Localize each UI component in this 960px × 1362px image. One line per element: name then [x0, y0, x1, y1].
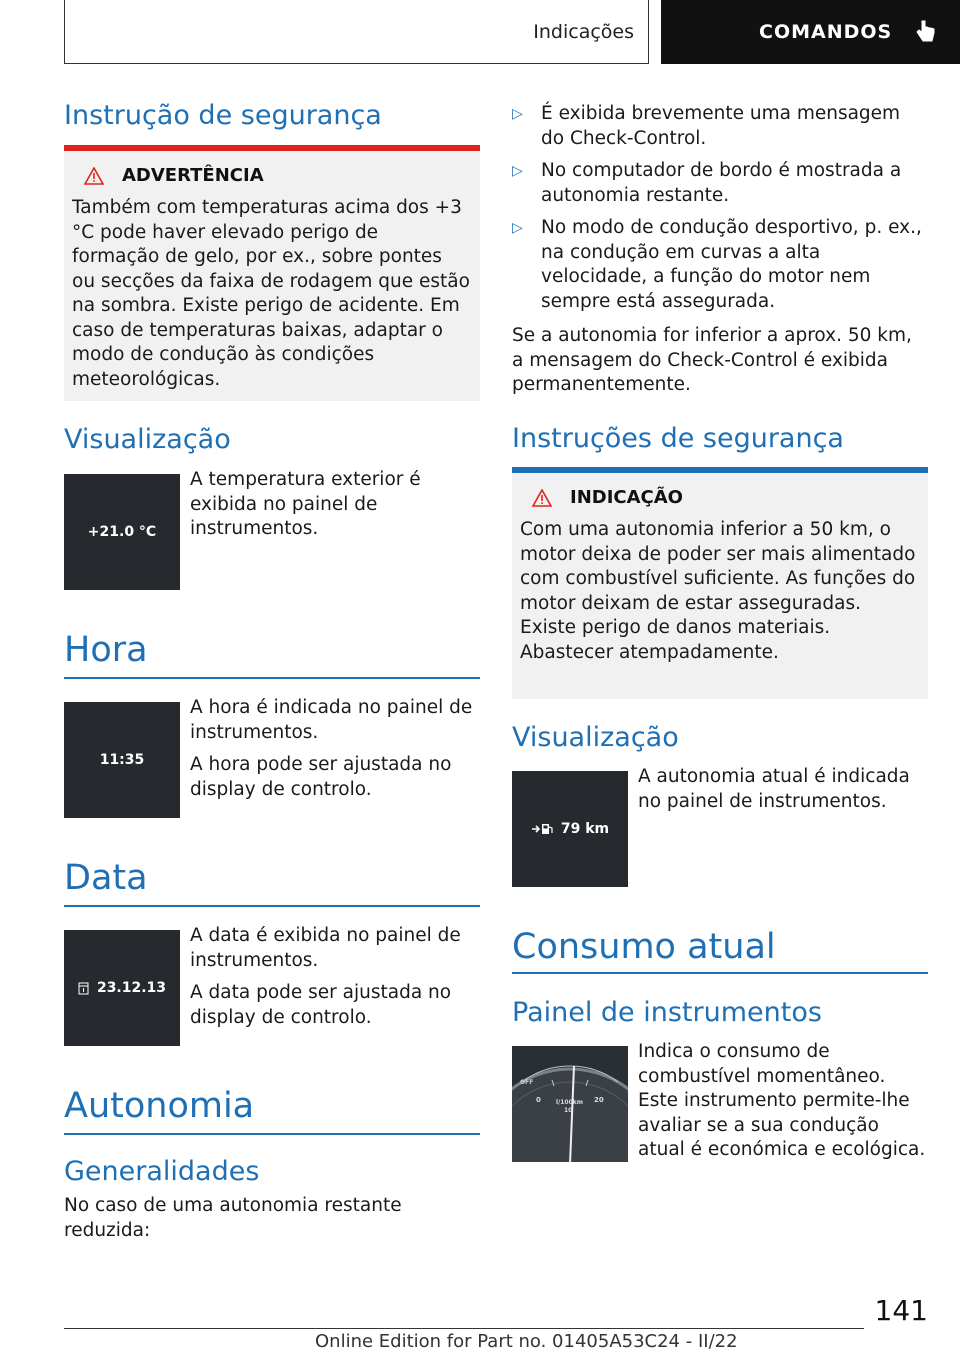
data-rule	[64, 905, 480, 907]
clock-value: 11:35	[99, 752, 145, 768]
header-chapter-label: COMANDOS	[759, 21, 893, 43]
warning-callout	[64, 145, 480, 401]
autonomia-heading: Autonomia	[64, 1086, 255, 1126]
hora-text-1: A hora é indicada no painel de instrumentos.	[190, 697, 473, 743]
hora-heading: Hora	[64, 630, 148, 670]
header-section-tab	[64, 0, 649, 64]
list-item: ▷ É exibida brevemente uma mensagem do Check-Control.	[512, 103, 901, 149]
gauge-tick-label: 0	[536, 1096, 541, 1104]
panel-text: Indica o consumo de combustível momentâneo. Este instrumento permite-lhe avaliar se a sua condução atual é económica e ecológica.	[638, 1041, 926, 1160]
bullet-list	[512, 102, 928, 322]
warning-label: ADVERTÊNCIA	[122, 165, 264, 186]
gauge-tick-label: 10	[564, 1107, 573, 1114]
fuel-pump-icon	[531, 823, 553, 835]
panel-heading: Painel de instrumentos	[512, 997, 822, 1028]
consumo-heading: Consumo atual	[512, 927, 776, 967]
hora-text-2: A hora pode ser ajustada no display de controlo.	[190, 754, 452, 800]
consumption-gauge	[512, 1046, 628, 1162]
range-text: Se a autonomia for inferior a aprox. 50 km, a mensagem do Check-Control é exibida permanentemente.	[512, 325, 912, 395]
header-section-label: Indicações	[533, 20, 634, 43]
safety-heading: Instrução de segurança	[64, 100, 382, 131]
autonomia-rule	[64, 1133, 480, 1135]
range-value: 79 km	[560, 821, 610, 837]
temperature-value: +21.0 °C	[87, 524, 157, 540]
data-text-2: A data pode ser ajustada no display de controlo.	[190, 982, 452, 1028]
notice-bar	[512, 467, 928, 473]
date-value: 23.12.13	[96, 980, 167, 996]
notice-header	[532, 487, 918, 508]
display-heading-right: Visualização	[512, 722, 679, 753]
calendar-icon	[78, 982, 89, 995]
general-heading: Generalidades	[64, 1156, 260, 1187]
consumption-gauge-image	[512, 1046, 628, 1162]
header-chapter-tab	[661, 0, 960, 64]
clock-display-image	[64, 702, 180, 818]
page-number: 141	[874, 1294, 928, 1327]
gauge-unit-label: l/100km	[556, 1099, 584, 1106]
data-heading: Data	[64, 858, 148, 898]
notice-callout	[512, 467, 928, 699]
pointing-hand-icon	[914, 19, 936, 45]
gauge-tick-label: 20	[594, 1096, 604, 1104]
display-heading: Visualização	[64, 424, 231, 455]
notice-text: Com uma autonomia inferior a 50 km, o motor deixa de poder ser mais alimentado com combustível suficiente. As funções do motor deixam de estar asseguradas. Existe perigo de danos materiais. Abastecer atempadamente.	[520, 519, 916, 663]
data-text-1: A data é exibida no painel de instrumentos.	[190, 925, 461, 971]
footer-edition: Online Edition for Part no. 01405A53C24 - II/22	[315, 1331, 738, 1352]
warning-header	[84, 165, 470, 186]
range-display-image	[512, 771, 628, 887]
temperature-text: A temperatura exterior é exibida no painel de instrumentos.	[190, 469, 421, 539]
warning-triangle-icon	[532, 489, 552, 507]
date-display-image	[64, 930, 180, 1046]
hora-rule	[64, 677, 480, 679]
footer-rule	[64, 1328, 864, 1329]
safety-heading-right: Instruções de segurança	[512, 423, 844, 454]
temperature-display-image	[64, 474, 180, 590]
general-text: No caso de uma autonomia restante reduzida:	[64, 1195, 402, 1241]
warning-text: Também com temperaturas acima dos +3 °C pode haver elevado perigo de formação de gelo, por ex., sobre pontes ou secções da faixa de rodagem que estão na sombra. Existe perigo de acidente. Em caso de temperaturas baixas, adaptar o modo de condução às condições meteorológicas.	[72, 197, 470, 390]
range-display-text: A autonomia atual é indicada no painel de instrumentos.	[638, 766, 910, 812]
warning-bar	[64, 145, 480, 151]
consumo-rule	[512, 972, 928, 974]
list-item: ▷ No computador de bordo é mostrada a autonomia restante.	[512, 160, 902, 206]
gauge-off-label: OFF	[520, 1079, 534, 1086]
list-item: ▷ No modo de condução desportivo, p. ex., na condução em curvas a alta velocidade, a função do motor nem sempre está assegurada.	[512, 217, 922, 312]
warning-triangle-icon	[84, 167, 104, 185]
notice-label: INDICAÇÃO	[570, 487, 683, 508]
